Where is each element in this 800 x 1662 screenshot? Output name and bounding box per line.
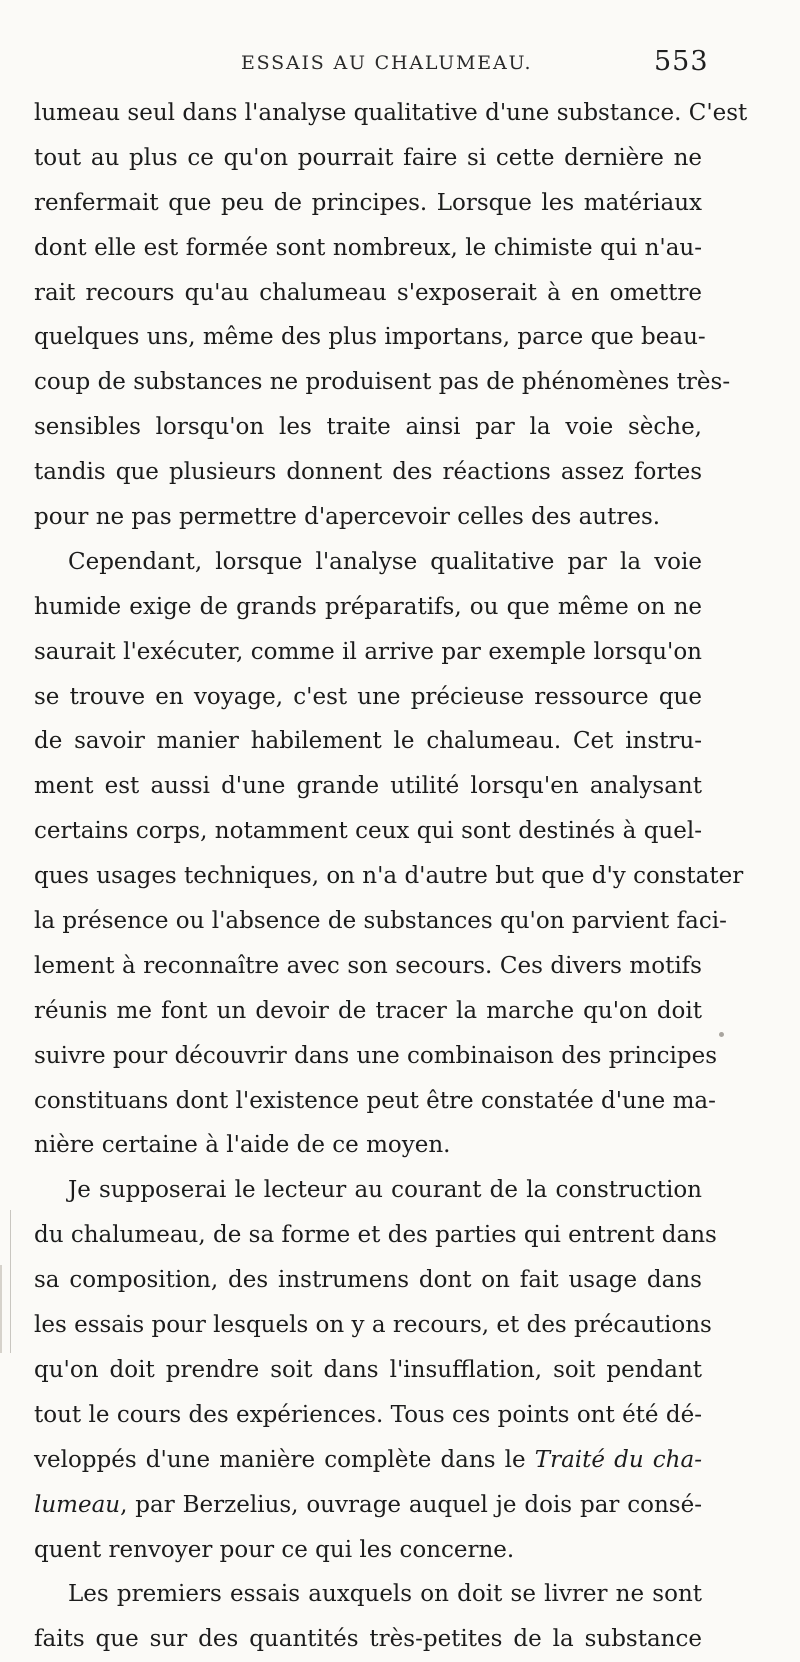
text-line: ment est aussi d'une grande utilité lorsqu'en analysant (34, 773, 702, 800)
text-line: rait recours qu'au chalumeau s'exposerait à en omettre (34, 279, 702, 306)
book-title-italic: Traité du cha- (534, 1446, 702, 1473)
text-line: les essais pour lesquels on y a recours, et des précautions (34, 1312, 712, 1339)
text-line: de savoir manier habilement le chalumeau. Cet instru- (34, 728, 702, 755)
running-head: ESSAIS AU CHALUMEAU. (241, 52, 533, 74)
text-line: humide exige de grands préparatifs, ou que même on ne (34, 593, 702, 620)
text-line: sensibles lorsqu'on les traite ainsi par la voie sèche, (34, 414, 702, 441)
text-line: se trouve en voyage, c'est une précieuse ressource que (34, 683, 702, 710)
binding-shadow-line (10, 1210, 11, 1353)
text-line-with-title (34, 1438, 702, 1483)
paragraph-start-line: Je supposerai le lecteur au courant de la construction (68, 1177, 702, 1204)
text-line: tout le cours des expériences. Tous ces points ont été dé- (34, 1401, 702, 1428)
text-line: constituans dont l'existence peut être constatée d'une ma- (34, 1087, 716, 1114)
text-line: du chalumeau, de sa forme et des parties qui entrent dans (34, 1222, 717, 1249)
text-line: nière certaine à l'aide de ce moyen. (34, 1132, 451, 1159)
text-fragment: , par Berzelius, ouvrage auquel je dois par consé- (120, 1491, 702, 1518)
text-line: la présence ou l'absence de substances qu'on parvient faci- (34, 908, 727, 935)
text-fragment: veloppés d'une manière complète dans le (34, 1446, 526, 1473)
text-line: réunis me font un devoir de tracer la marche qu'on doit (34, 997, 702, 1024)
text-line: coup de substances ne produisent pas de phénomènes très- (34, 369, 731, 396)
text-line: pour ne pas permettre d'apercevoir celles des autres. (34, 504, 661, 531)
body-text (34, 91, 764, 1662)
text-line: suivre pour découvrir dans une combinaison des principes (34, 1042, 717, 1069)
page-header (0, 44, 800, 84)
text-line: lumeau seul dans l'analyse qualitative d'une substance. C'est (34, 100, 748, 126)
page-number: 553 (654, 46, 709, 77)
book-title-italic: lumeau (34, 1491, 121, 1518)
text-line: lement à reconnaître avec son secours. Ces divers motifs (34, 952, 702, 979)
text-line: tandis que plusieurs donnent des réactions assez fortes (34, 459, 702, 486)
text-line: saurait l'exécuter, comme il arrive par exemple lorsqu'on (34, 638, 702, 665)
text-line: certains corps, notamment ceux qui sont destinés à quel- (34, 818, 702, 845)
text-line-with-title (34, 1483, 702, 1528)
text-line: tout au plus ce qu'on pourrait faire si cette dernière ne (34, 144, 702, 171)
text-line: quelques uns, même des plus importans, parce que beau- (34, 324, 706, 351)
text-line: renfermait que peu de principes. Lorsque les matériaux (34, 189, 702, 216)
text-line: dont elle est formée sont nombreux, le chimiste qui n'au- (34, 234, 702, 261)
text-line: qu'on doit prendre soit dans l'insufflation, soit pendant (34, 1356, 702, 1383)
text-line: sa composition, des instrumens dont on fait usage dans (34, 1267, 702, 1294)
binding-shadow-line (0, 1265, 2, 1353)
paper-speck (719, 1032, 724, 1037)
text-line: faits que sur des quantités très-petites de la substance (34, 1626, 702, 1653)
text-line: ques usages techniques, on n'a d'autre but que d'y constater (34, 863, 744, 890)
text-line: quent renvoyer pour ce qui les concerne. (34, 1536, 515, 1563)
paragraph-start-line: Cependant, lorsque l'analyse qualitative par la voie (68, 548, 702, 575)
paragraph-start-line: Les premiers essais auxquels on doit se livrer ne sont (68, 1581, 702, 1608)
